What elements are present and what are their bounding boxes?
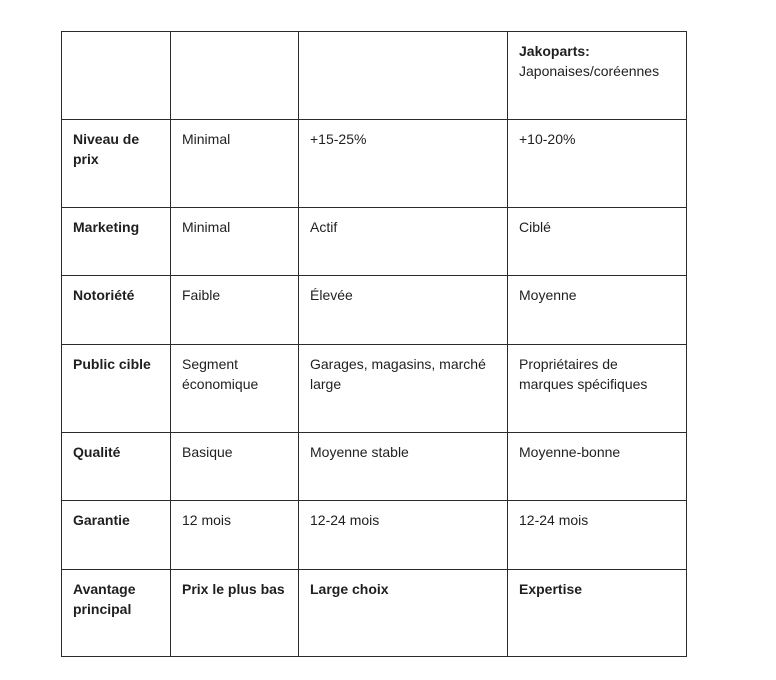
row-label: Qualité (62, 433, 171, 501)
table-cell: Actif (299, 208, 508, 276)
table-cell: Ciblé (508, 208, 687, 276)
table-row (62, 345, 687, 433)
row-label: Avantage principal (62, 570, 171, 657)
table-cell: Moyenne (508, 276, 687, 345)
table-cell: Minimal (171, 120, 299, 208)
table-cell: Faible (171, 276, 299, 345)
row-label: Marketing (62, 208, 171, 276)
table-cell: Moyenne-bonne (508, 433, 687, 501)
table-row (62, 208, 687, 276)
table-row (62, 276, 687, 345)
jakoparts-title: Jakoparts: (519, 43, 590, 59)
jakoparts-subtitle: Japonaises/coréennes (519, 63, 660, 79)
table-cell: Prix le plus bas (171, 570, 299, 657)
comparison-table (61, 31, 687, 657)
table-cell: 12-24 mois (299, 501, 508, 570)
table-cell: Segment économique (171, 345, 299, 433)
table-cell: Garages, magasins, marché large (299, 345, 508, 433)
header-cell-jakoparts (508, 32, 687, 120)
header-cell-empty-1 (62, 32, 171, 120)
table-cell: Basique (171, 433, 299, 501)
row-label: Notoriété (62, 276, 171, 345)
table-row (62, 570, 687, 657)
table-cell: Minimal (171, 208, 299, 276)
table-cell: 12 mois (171, 501, 299, 570)
table-row (62, 501, 687, 570)
table-cell: Propriétaires de marques spécifiques (508, 345, 687, 433)
table-cell: 12-24 mois (508, 501, 687, 570)
table-cell: Large choix (299, 570, 508, 657)
row-label: Garantie (62, 501, 171, 570)
table-cell: Élevée (299, 276, 508, 345)
row-label: Public cible (62, 345, 171, 433)
table-row (62, 120, 687, 208)
table-header-row (62, 32, 687, 120)
table-cell: Moyenne stable (299, 433, 508, 501)
header-cell-empty-2 (171, 32, 299, 120)
table-cell: +10-20% (508, 120, 687, 208)
table-cell: Expertise (508, 570, 687, 657)
row-label: Niveau de prix (62, 120, 171, 208)
table-row (62, 433, 687, 501)
header-cell-empty-3 (299, 32, 508, 120)
table-cell: +15-25% (299, 120, 508, 208)
